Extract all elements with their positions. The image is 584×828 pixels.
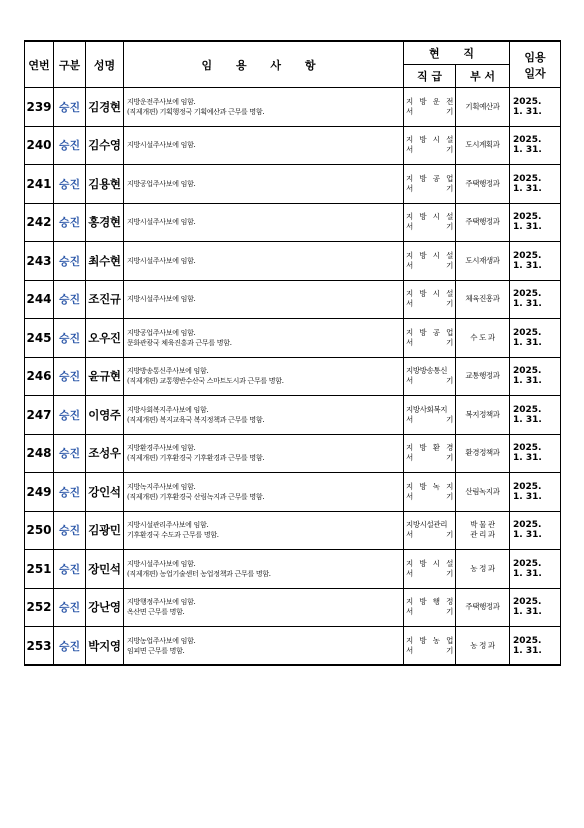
row-detail-line1: 지방방송통신주사보에 임함. (127, 367, 209, 376)
row-grade-line1: 지 방 시 설 (406, 250, 453, 260)
row-grade (404, 280, 456, 319)
row-grade-line2: 서 기 (406, 376, 453, 386)
row-kind: 승진 (54, 434, 86, 473)
row-grade-line1: 지 방 시 설 (406, 558, 453, 568)
table-row (25, 434, 561, 473)
table-row (25, 280, 561, 319)
row-grade-line2: 서 기 (406, 453, 453, 463)
row-detail (124, 242, 404, 281)
row-detail-line1: 지방시설주사보에 임함. (127, 141, 196, 150)
row-detail (124, 126, 404, 165)
row-kind: 승진 (54, 88, 86, 127)
row-name: 박지영 (86, 627, 124, 666)
row-grade-line1: 지방시설관리 (406, 520, 448, 530)
row-grade-line2: 서 기 (406, 183, 453, 193)
row-dept (456, 357, 510, 396)
row-dept (456, 88, 510, 127)
table-row (25, 126, 561, 165)
row-detail (124, 473, 404, 512)
row-no: 252 (25, 588, 54, 627)
table-row (25, 319, 561, 358)
row-date (510, 627, 561, 666)
row-dept (456, 511, 510, 550)
row-dept-line2: 관 리 과 (470, 530, 495, 540)
row-name: 오우진 (86, 319, 124, 358)
header-no: 연번 (25, 41, 54, 88)
row-date-line1: 2025. (513, 481, 542, 492)
row-grade (404, 203, 456, 242)
row-detail-line2: 임피면 근무를 명함. (127, 646, 185, 655)
row-dept (456, 126, 510, 165)
table-row (25, 88, 561, 127)
table-body (25, 88, 561, 666)
row-no: 250 (25, 511, 54, 550)
row-grade-line1: 지 방 녹 지 (406, 481, 453, 491)
row-date (510, 319, 561, 358)
row-no: 249 (25, 473, 54, 512)
row-dept-line1: 도시계획과 (465, 140, 500, 150)
row-detail (124, 88, 404, 127)
row-detail-line1: 지방사회복지주사보에 임함. (127, 405, 209, 414)
row-date-line1: 2025. (513, 173, 542, 184)
row-date-line1: 2025. (513, 96, 542, 107)
row-grade (404, 588, 456, 627)
row-date (510, 280, 561, 319)
header-date-line2: 일자 (524, 66, 546, 80)
header-dept: 부 서 (456, 65, 510, 88)
row-kind: 승진 (54, 242, 86, 281)
row-no: 241 (25, 165, 54, 204)
row-date-line2: 1. 31. (513, 376, 542, 387)
row-name: 이영주 (86, 396, 124, 435)
row-date (510, 357, 561, 396)
row-grade-line2: 서 기 (406, 106, 453, 116)
row-dept-line1: 박 물 관 (470, 520, 495, 530)
row-name: 김용현 (86, 165, 124, 204)
row-no: 251 (25, 550, 54, 589)
row-name: 윤규현 (86, 357, 124, 396)
row-date-line1: 2025. (513, 597, 542, 608)
row-detail (124, 203, 404, 242)
row-date-line1: 2025. (513, 443, 542, 454)
table-header-row (25, 41, 561, 65)
row-dept-line1: 복지정책과 (465, 409, 500, 419)
row-date (510, 126, 561, 165)
row-dept (456, 550, 510, 589)
row-grade (404, 126, 456, 165)
row-date-line2: 1. 31. (513, 183, 542, 194)
row-grade-line2: 서 기 (406, 222, 453, 232)
table-row (25, 357, 561, 396)
row-dept (456, 627, 510, 666)
row-grade (404, 550, 456, 589)
row-dept (456, 242, 510, 281)
row-dept-line1: 농 정 과 (470, 640, 495, 650)
row-detail-line1: 지방공업주사보에 임함. (127, 179, 196, 188)
row-detail-line1: 지방시설주사보에 임함. (127, 559, 196, 568)
table-row (25, 165, 561, 204)
row-dept (456, 280, 510, 319)
row-grade (404, 434, 456, 473)
row-date-line1: 2025. (513, 558, 542, 569)
row-kind: 승진 (54, 550, 86, 589)
row-grade (404, 165, 456, 204)
row-detail (124, 396, 404, 435)
row-dept (456, 473, 510, 512)
row-detail-line2: (직제개편) 기후환경국 산림녹지과 근무를 명함. (127, 492, 265, 501)
row-no: 247 (25, 396, 54, 435)
row-no: 248 (25, 434, 54, 473)
header-name: 성명 (86, 41, 124, 88)
row-no: 240 (25, 126, 54, 165)
row-grade-line2: 서 기 (406, 491, 453, 501)
row-kind: 승진 (54, 126, 86, 165)
row-dept-line1: 도시재생과 (465, 255, 500, 265)
row-date (510, 511, 561, 550)
row-dept-line1: 주택행정과 (465, 602, 500, 612)
row-date-line2: 1. 31. (513, 222, 542, 233)
row-grade (404, 627, 456, 666)
row-date-line2: 1. 31. (513, 607, 542, 618)
appointment-table (24, 40, 561, 666)
header-date (510, 41, 561, 88)
row-no: 239 (25, 88, 54, 127)
row-detail (124, 588, 404, 627)
row-detail-line1: 지방농업주사보에 임함. (127, 636, 196, 645)
row-grade-line2: 서 기 (406, 645, 453, 655)
table-row (25, 588, 561, 627)
row-kind: 승진 (54, 357, 86, 396)
row-detail (124, 511, 404, 550)
row-name: 최수현 (86, 242, 124, 281)
row-grade-line1: 지 방 시 설 (406, 135, 453, 145)
row-date-line2: 1. 31. (513, 491, 542, 502)
row-kind: 승진 (54, 319, 86, 358)
row-detail-line1: 지방시설주사보에 임함. (127, 295, 196, 304)
row-detail-line1: 지방공업주사보에 임함. (127, 328, 196, 337)
row-grade-line2: 서 기 (406, 607, 453, 617)
row-name: 조성우 (86, 434, 124, 473)
row-grade-line1: 지 방 시 설 (406, 212, 453, 222)
row-name: 강난영 (86, 588, 124, 627)
row-grade-line2: 서 기 (406, 568, 453, 578)
row-dept (456, 588, 510, 627)
row-detail-line2: (직제개편) 기후환경국 기후환경과 근무를 명함. (127, 454, 265, 463)
row-grade-line1: 지 방 농 업 (406, 635, 453, 645)
table-row (25, 511, 561, 550)
row-kind: 승진 (54, 280, 86, 319)
table-row (25, 627, 561, 666)
row-date-line2: 1. 31. (513, 299, 542, 310)
row-grade-line2: 서 기 (406, 299, 453, 309)
row-dept (456, 165, 510, 204)
row-date-line1: 2025. (513, 212, 542, 223)
row-grade (404, 319, 456, 358)
row-date-line2: 1. 31. (513, 530, 542, 541)
row-date-line1: 2025. (513, 366, 542, 377)
row-kind: 승진 (54, 203, 86, 242)
row-dept-line1: 기획예산과 (465, 101, 500, 111)
row-no: 246 (25, 357, 54, 396)
row-date-line1: 2025. (513, 289, 542, 300)
row-detail (124, 434, 404, 473)
row-date-line2: 1. 31. (513, 337, 542, 348)
row-dept (456, 319, 510, 358)
row-dept (456, 396, 510, 435)
row-grade-line2: 서 기 (406, 145, 453, 155)
row-detail-line1: 지방시설관리주사보에 임함. (127, 521, 209, 530)
row-kind: 승진 (54, 627, 86, 666)
row-grade-line2: 서 기 (406, 414, 453, 424)
row-date (510, 203, 561, 242)
table-row (25, 396, 561, 435)
row-grade-line1: 지방방송통신 (406, 366, 448, 376)
row-grade (404, 396, 456, 435)
row-detail (124, 550, 404, 589)
row-date-line1: 2025. (513, 635, 542, 646)
row-name: 홍경현 (86, 203, 124, 242)
row-grade-line2: 서 기 (406, 260, 453, 270)
row-grade-line1: 지 방 공 업 (406, 173, 453, 183)
row-no: 243 (25, 242, 54, 281)
row-no: 253 (25, 627, 54, 666)
row-date-line2: 1. 31. (513, 260, 542, 271)
row-no: 242 (25, 203, 54, 242)
row-grade (404, 473, 456, 512)
row-grade (404, 88, 456, 127)
row-date (510, 588, 561, 627)
row-name: 장민석 (86, 550, 124, 589)
table-row (25, 242, 561, 281)
row-date (510, 396, 561, 435)
row-grade-line2: 서 기 (406, 530, 453, 540)
header-date-line1: 임용 (524, 50, 546, 64)
table-row (25, 550, 561, 589)
row-detail (124, 319, 404, 358)
row-dept-line1: 교통행정과 (465, 371, 500, 381)
row-dept-line1: 체육진흥과 (465, 294, 500, 304)
row-grade-line1: 지 방 공 업 (406, 327, 453, 337)
row-date (510, 473, 561, 512)
row-name: 김경현 (86, 88, 124, 127)
row-date-line2: 1. 31. (513, 645, 542, 656)
row-date-line1: 2025. (513, 520, 542, 531)
row-detail (124, 357, 404, 396)
row-detail-line1: 지방환경주사보에 임함. (127, 444, 196, 453)
row-date-line1: 2025. (513, 135, 542, 146)
row-date (510, 165, 561, 204)
row-detail-line2: (직제개편) 교통행반수산국 스마트도시과 근무를 명함. (127, 377, 284, 386)
row-dept-line1: 수 도 과 (470, 332, 495, 342)
appointment-table-sheet (24, 40, 560, 666)
row-kind: 승진 (54, 473, 86, 512)
header-detail: 임 용 사 항 (124, 41, 404, 88)
row-detail (124, 627, 404, 666)
row-dept-line1: 산림녹지과 (465, 486, 500, 496)
row-grade (404, 242, 456, 281)
row-grade-line1: 지 방 환 경 (406, 443, 453, 453)
row-detail (124, 280, 404, 319)
row-name: 조진규 (86, 280, 124, 319)
row-detail-line2: 문화관광국 체육진흥과 근무를 명함. (127, 338, 232, 347)
row-kind: 승진 (54, 588, 86, 627)
row-detail-line1: 지방행정주사보에 임함. (127, 598, 196, 607)
row-date-line2: 1. 31. (513, 106, 542, 117)
row-grade (404, 511, 456, 550)
row-detail-line2: 기후환경국 수도과 근무를 명함. (127, 531, 219, 540)
row-date-line2: 1. 31. (513, 414, 542, 425)
row-detail-line2: (직제개편) 복지교육국 복지정책과 근무를 명함. (127, 415, 265, 424)
row-date (510, 242, 561, 281)
row-dept-line1: 주택행정과 (465, 178, 500, 188)
row-name: 김광민 (86, 511, 124, 550)
row-detail-line2: (직제개편) 농업기술센터 농업정책과 근무를 명함. (127, 569, 271, 578)
table-row (25, 473, 561, 512)
row-detail-line2: (직제개편) 기획행정국 기획예산과 근무를 명함. (127, 107, 265, 116)
row-date (510, 434, 561, 473)
row-dept-line1: 주택행정과 (465, 217, 500, 227)
row-no: 245 (25, 319, 54, 358)
row-date-line2: 1. 31. (513, 568, 542, 579)
row-detail-line1: 지방시설주사보에 임함. (127, 256, 196, 265)
header-grade: 직 급 (404, 65, 456, 88)
row-dept-line1: 환경정책과 (465, 448, 500, 458)
row-no: 244 (25, 280, 54, 319)
row-dept (456, 434, 510, 473)
row-date-line2: 1. 31. (513, 145, 542, 156)
row-detail-line2: 옥산면 근무를 명함. (127, 608, 185, 617)
row-detail-line1: 지방운전주사보에 임함. (127, 97, 196, 106)
row-grade-line1: 지 방 운 전 (406, 96, 453, 106)
table-row (25, 203, 561, 242)
row-kind: 승진 (54, 396, 86, 435)
header-current: 현 직 (404, 41, 510, 65)
row-date-line1: 2025. (513, 327, 542, 338)
row-detail-line1: 지방시설주사보에 임함. (127, 218, 196, 227)
header-kind: 구분 (54, 41, 86, 88)
row-date-line1: 2025. (513, 250, 542, 261)
row-grade-line1: 지 방 시 설 (406, 289, 453, 299)
row-grade-line2: 서 기 (406, 337, 453, 347)
row-kind: 승진 (54, 165, 86, 204)
row-date-line1: 2025. (513, 404, 542, 415)
row-name: 강인석 (86, 473, 124, 512)
row-detail-line1: 지방녹지주사보에 임함. (127, 482, 196, 491)
row-kind: 승진 (54, 511, 86, 550)
row-dept (456, 203, 510, 242)
row-date (510, 550, 561, 589)
row-grade (404, 357, 456, 396)
row-date-line2: 1. 31. (513, 453, 542, 464)
row-grade-line1: 지 방 행 정 (406, 597, 453, 607)
row-detail (124, 165, 404, 204)
row-name: 김수영 (86, 126, 124, 165)
row-grade-line1: 지방사회복지 (406, 404, 448, 414)
row-dept-line1: 농 정 과 (470, 563, 495, 573)
row-date (510, 88, 561, 127)
